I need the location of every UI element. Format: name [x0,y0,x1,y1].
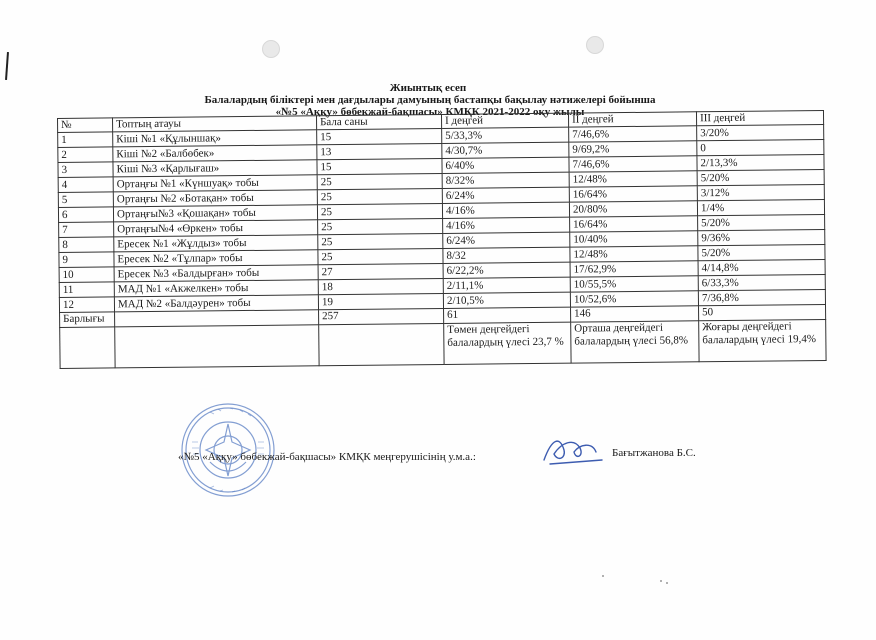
official-stamp-seal [180,402,276,498]
summary-empty-3 [319,323,444,365]
cell-level-1: 6/24% [443,232,570,248]
header-level-1: І деңгей [441,113,568,128]
cell-level-2: 17/62,9% [570,261,698,277]
cell-number: 5 [58,192,113,208]
cell-level-3: 0 [697,139,824,155]
margin-pen-mark [5,52,9,80]
cell-group-name: Кіші №2 «Балбөбек» [113,145,317,162]
results-table [57,110,827,369]
cell-children-count: 25 [318,218,443,234]
summary-empty-2 [115,325,319,368]
cell-level-1: 8/32% [442,172,569,188]
cell-children-count: 25 [317,203,442,219]
summary-level-2: Орташа деңгейдегі балалардың үлесі 56,8% [571,321,699,363]
report-title: Жиынтық есеп [389,82,467,94]
cell-level-3: 5/20% [697,169,824,185]
summary-row [60,319,826,368]
cell-number: 8 [59,237,114,253]
cell-number: 7 [59,222,114,238]
cell-level-1: 2/11,1% [443,277,570,293]
cell-level-3: 3/12% [697,184,824,200]
cell-group-name: МАД №1 «Акжелкен» тобы [114,280,318,297]
scan-speck [660,580,662,582]
cell-children-count: 25 [317,188,442,204]
header-children-count: Бала саны [316,114,441,129]
cell-level-2: 16/64% [569,186,697,202]
cell-level-3: 3/20% [697,124,824,140]
cell-group-name: Кіші №3 «Қарлығаш» [113,160,317,177]
cell-children-count: 25 [318,248,443,264]
header-level-2: ІІ деңгей [568,112,696,127]
cell-number: 6 [58,207,113,223]
cell-level-1: 4/30,7% [442,142,569,158]
cell-level-2: 7/46,6% [569,156,697,172]
summary-level-3: Жоғары деңгейдегі балалардың үлесі 19,4% [699,319,826,361]
scan-speck [602,575,604,577]
cell-level-2: 9/69,2% [569,141,697,157]
cell-level-1: 6/22,2% [443,262,570,278]
cell-number: 2 [58,147,113,163]
cell-level-2: 10/55,5% [570,276,698,292]
total-level-2: 146 [571,306,699,322]
cell-level-3: 4/14,8% [698,259,825,275]
cell-number: 3 [58,162,113,178]
total-children: 257 [319,308,444,324]
report-institution-year: «№5 «Аққу» бөбекжай-бақшасы» КМҚК 2021-2022 оқу жылы [275,106,585,118]
cell-group-name: Кіші №1 «Құлыншақ» [113,130,317,147]
cell-level-3: 1/4% [697,199,824,215]
cell-level-2: 12/48% [570,246,698,262]
cell-level-3: 5/20% [698,214,825,230]
cell-group-name: Ересек №2 «Тұлпар» тобы [114,250,318,267]
punch-hole-left [262,40,280,58]
cell-number: 10 [59,267,114,283]
cell-level-3: 7/36,8% [698,289,825,305]
cell-group-name: Ересек №1 «Жұлдыз» тобы [114,235,318,252]
cell-number: 12 [59,297,114,313]
cell-level-2: 20/80% [569,201,697,217]
cell-level-2: 10/52,6% [570,291,698,307]
cell-level-1: 6/24% [442,187,569,203]
total-level-3: 50 [699,304,826,320]
signatory-name: Бағытжанова Б.С. [612,447,696,459]
report-subtitle: Балалардың біліктері мен дағдылары дамуының бастапқы бақылау нәтижелері бойынша [204,94,656,106]
cell-group-name: Ортаңғы №2 «Ботақан» тобы [113,190,317,207]
cell-level-3: 6/33,3% [698,274,825,290]
cell-level-1: 8/32 [443,247,570,263]
cell-children-count: 25 [317,173,442,189]
cell-number: 1 [58,132,113,148]
cell-children-count: 27 [318,263,443,279]
punch-hole-right [586,36,604,54]
cell-level-2: 12/48% [569,171,697,187]
cell-level-2: 16/64% [570,216,698,232]
cell-children-count: 19 [318,293,443,309]
cell-group-name: Ортаңғы№3 «Қошақан» тобы [113,205,317,222]
cell-children-count: 18 [318,278,443,294]
cell-level-2: 10/40% [570,231,698,247]
summary-level-1: Төмен деңгейдегі балалардың үлесі 23,7 % [444,322,571,364]
header-number: № [58,118,113,133]
cell-level-3: 2/13,3% [697,154,824,170]
summary-empty-1 [60,327,115,369]
cell-group-name: Ортаңғы №1 «Күншуақ» тобы [113,175,317,192]
cell-group-name: Ортаңғы№4 «Өркен» тобы [114,220,318,237]
total-level-1: 61 [444,307,571,323]
cell-children-count: 25 [318,233,443,249]
cell-level-1: 6/40% [442,157,569,173]
cell-level-1: 2/10,5% [443,292,570,308]
header-group-name: Топтың атауы [113,116,317,132]
cell-children-count: 15 [317,128,442,144]
cell-number: 9 [59,252,114,268]
cell-level-2: 7/46,6% [569,126,697,142]
cell-children-count: 15 [317,158,442,174]
total-label: Барлығы [60,312,115,328]
cell-level-1: 4/16% [442,202,569,218]
cell-group-name: МАД №2 «Балдәурен» тобы [114,295,318,312]
cell-children-count: 13 [317,143,442,159]
signature-caption: «№5 «Аққу» бөбекжай-бақшасы» КМҚК меңгерушісінің у.м.а.: [178,451,476,463]
handwritten-signature [540,430,610,470]
header-level-3: ІІІ деңгей [696,110,823,125]
cell-number: 4 [58,177,113,193]
cell-level-3: 5/20% [698,244,825,260]
cell-number: 11 [59,282,114,298]
scan-speck [666,582,668,584]
cell-level-1: 5/33,3% [442,127,569,143]
cell-group-name: Ересек №3 «Балдырған» тобы [114,265,318,282]
cell-level-3: 9/36% [698,229,825,245]
cell-level-1: 4/16% [443,217,570,233]
